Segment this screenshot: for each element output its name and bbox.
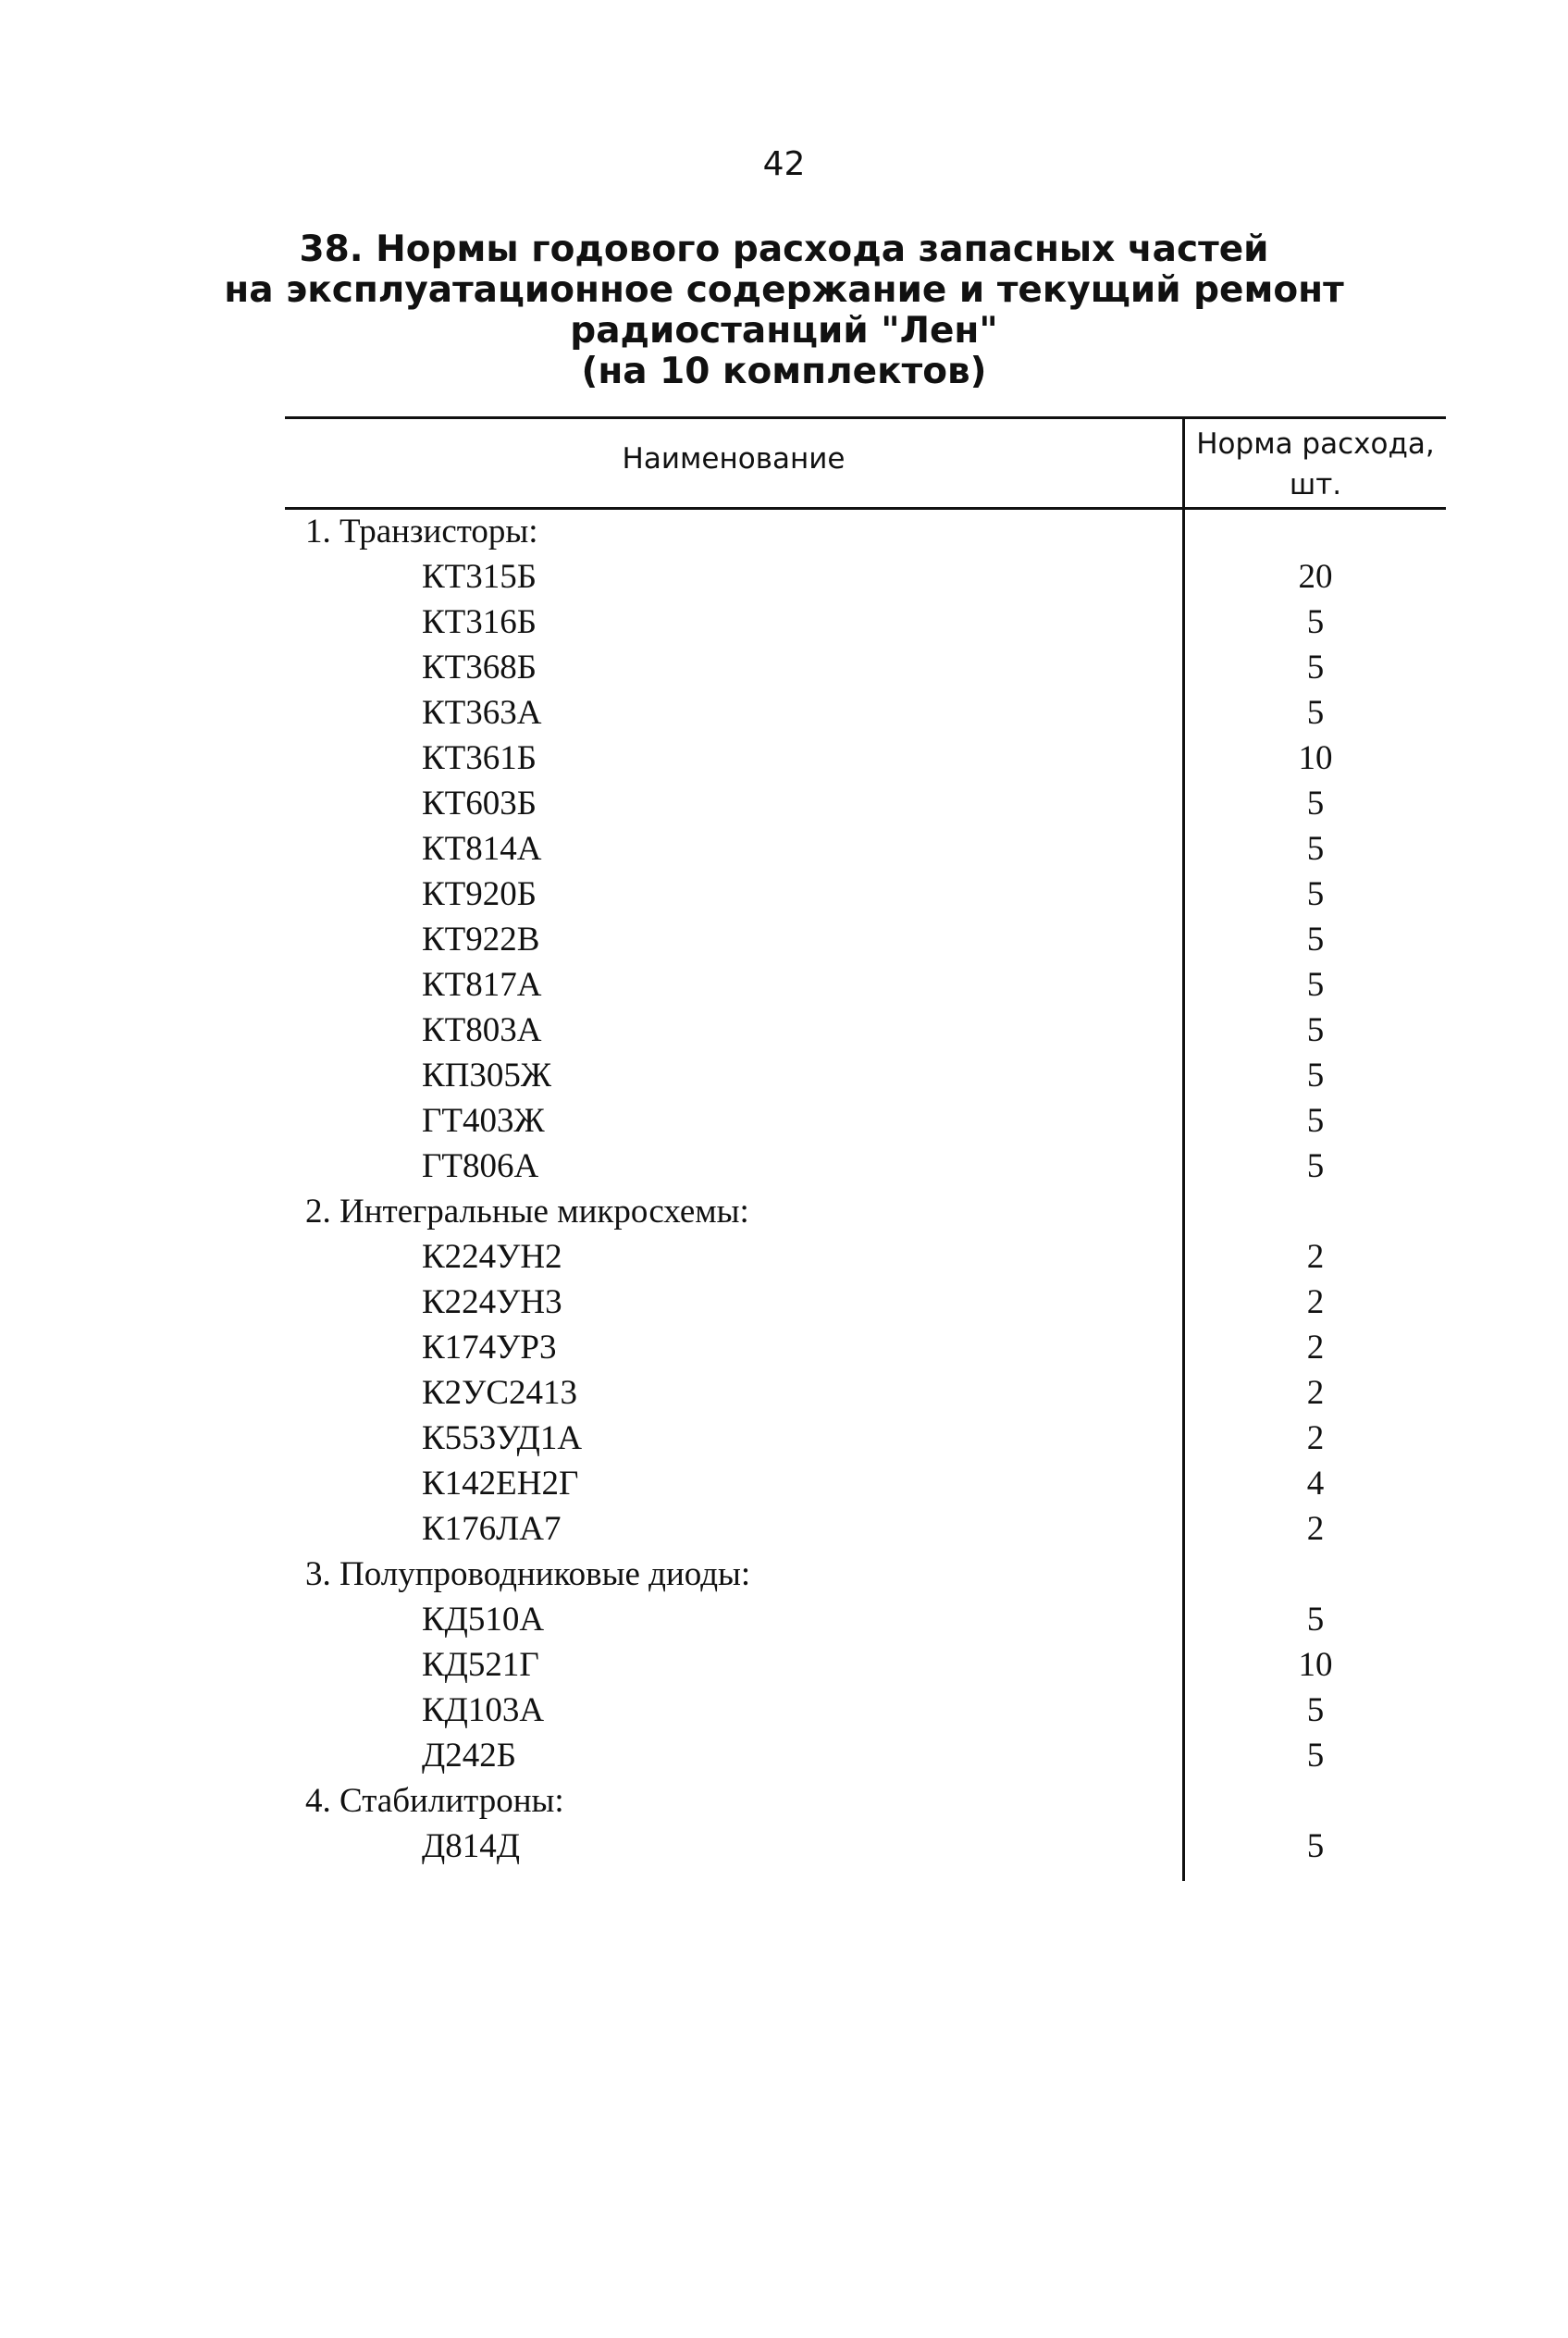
column-header-norm-line-1: Норма расхода, xyxy=(1196,427,1435,461)
table-top-rule xyxy=(285,416,1446,419)
norm-quantity: 5 xyxy=(1306,966,1325,1004)
table-row xyxy=(0,1098,1568,1144)
part-name: КД510А xyxy=(422,1601,545,1639)
part-name: КД521Г xyxy=(422,1646,539,1684)
table-row xyxy=(0,1370,1568,1416)
table-row xyxy=(0,1144,1568,1189)
table-row xyxy=(0,826,1568,872)
part-name: КТ315Б xyxy=(422,558,537,596)
norm-quantity: 20 xyxy=(1298,558,1333,596)
norm-quantity: 10 xyxy=(1298,739,1333,777)
table-row xyxy=(0,1824,1568,1869)
norm-quantity: 2 xyxy=(1306,1374,1325,1412)
table-row xyxy=(0,1461,1568,1506)
table-row xyxy=(0,1325,1568,1370)
table-row xyxy=(0,1053,1568,1098)
part-name: К224УН3 xyxy=(422,1283,562,1321)
norm-quantity: 2 xyxy=(1306,1238,1325,1276)
norm-quantity: 5 xyxy=(1306,1147,1325,1185)
table-row xyxy=(0,736,1568,781)
column-header-norm-line-2: шт. xyxy=(1289,468,1342,501)
table-row xyxy=(0,1506,1568,1552)
norm-quantity: 2 xyxy=(1306,1283,1325,1321)
document-title xyxy=(0,229,1568,392)
norm-quantity: 5 xyxy=(1306,1737,1325,1775)
table-row xyxy=(0,1597,1568,1642)
table-row xyxy=(0,1688,1568,1733)
part-name: ГТ403Ж xyxy=(422,1102,545,1140)
part-name: ГТ806А xyxy=(422,1147,539,1185)
page-number: 42 xyxy=(762,145,806,183)
part-name: КТ817А xyxy=(422,966,542,1004)
table-row xyxy=(0,917,1568,962)
norm-quantity: 5 xyxy=(1306,1827,1325,1865)
part-name: КТ803А xyxy=(422,1011,542,1049)
column-header-name: Наименование xyxy=(622,442,846,476)
norm-quantity: 5 xyxy=(1306,1011,1325,1049)
part-name: КТ316Б xyxy=(422,603,537,641)
norm-quantity: 5 xyxy=(1306,1601,1325,1639)
norm-quantity: 5 xyxy=(1306,785,1325,823)
table-row xyxy=(0,1552,1568,1597)
part-name: Д814Д xyxy=(422,1827,520,1865)
table-row xyxy=(0,1416,1568,1461)
norm-quantity: 4 xyxy=(1306,1465,1325,1503)
table-row xyxy=(0,1778,1568,1824)
table-row xyxy=(0,1280,1568,1325)
norm-quantity: 10 xyxy=(1298,1646,1333,1684)
table-row xyxy=(0,872,1568,917)
table-row xyxy=(0,600,1568,645)
table-row xyxy=(0,781,1568,826)
table-row xyxy=(0,645,1568,690)
title-line-3: радиостанций "Лен" xyxy=(570,310,998,352)
table-row xyxy=(0,554,1568,600)
column-header-norm xyxy=(1185,424,1446,505)
part-name: КТ363А xyxy=(422,694,542,732)
norm-quantity: 5 xyxy=(1306,921,1325,959)
part-name: КТ361Б xyxy=(422,739,537,777)
part-name: К174УР3 xyxy=(422,1329,557,1367)
part-name: К224УН2 xyxy=(422,1238,562,1276)
table-row xyxy=(0,509,1568,554)
part-name: КТ603Б xyxy=(422,785,537,823)
part-name: КТ368Б xyxy=(422,649,537,687)
table-row xyxy=(0,690,1568,736)
title-line-2: на эксплуатационное содержание и текущий ремонт xyxy=(224,269,1344,311)
norm-quantity: 2 xyxy=(1306,1419,1325,1457)
part-name: К142ЕН2Г xyxy=(422,1465,579,1503)
table-row xyxy=(0,1642,1568,1688)
section-heading: 1. Транзисторы: xyxy=(305,513,538,550)
table-row xyxy=(0,1733,1568,1778)
section-heading: 3. Полупроводниковые диоды: xyxy=(305,1555,751,1593)
part-name: К553УД1А xyxy=(422,1419,583,1457)
title-line-4: (на 10 комплектов) xyxy=(581,351,987,392)
norm-quantity: 2 xyxy=(1306,1510,1325,1548)
part-name: КТ922В xyxy=(422,921,540,959)
section-heading: 4. Стабилитроны: xyxy=(305,1782,564,1820)
part-name: КП305Ж xyxy=(422,1057,552,1095)
table-body xyxy=(0,509,1568,1869)
norm-quantity: 5 xyxy=(1306,649,1325,687)
norm-quantity: 5 xyxy=(1306,1102,1325,1140)
part-name: КТ920Б xyxy=(422,875,537,913)
table-row xyxy=(0,962,1568,1008)
part-name: КТ814А xyxy=(422,830,542,868)
part-name: Д242Б xyxy=(422,1737,516,1775)
title-line-1: 38. Нормы годового расхода запасных частей xyxy=(299,229,1269,270)
section-heading: 2. Интегральные микросхемы: xyxy=(305,1193,749,1231)
norm-quantity: 5 xyxy=(1306,875,1325,913)
norm-quantity: 5 xyxy=(1306,694,1325,732)
part-name: К2УС2413 xyxy=(422,1374,578,1412)
norm-quantity: 5 xyxy=(1306,603,1325,641)
part-name: К176ЛА7 xyxy=(422,1510,562,1548)
table-row xyxy=(0,1189,1568,1234)
norm-quantity: 5 xyxy=(1306,1057,1325,1095)
norm-quantity: 5 xyxy=(1306,1691,1325,1729)
part-name: КД103А xyxy=(422,1691,545,1729)
table-row xyxy=(0,1234,1568,1280)
norm-quantity: 2 xyxy=(1306,1329,1325,1367)
table-row xyxy=(0,1008,1568,1053)
norm-quantity: 5 xyxy=(1306,830,1325,868)
